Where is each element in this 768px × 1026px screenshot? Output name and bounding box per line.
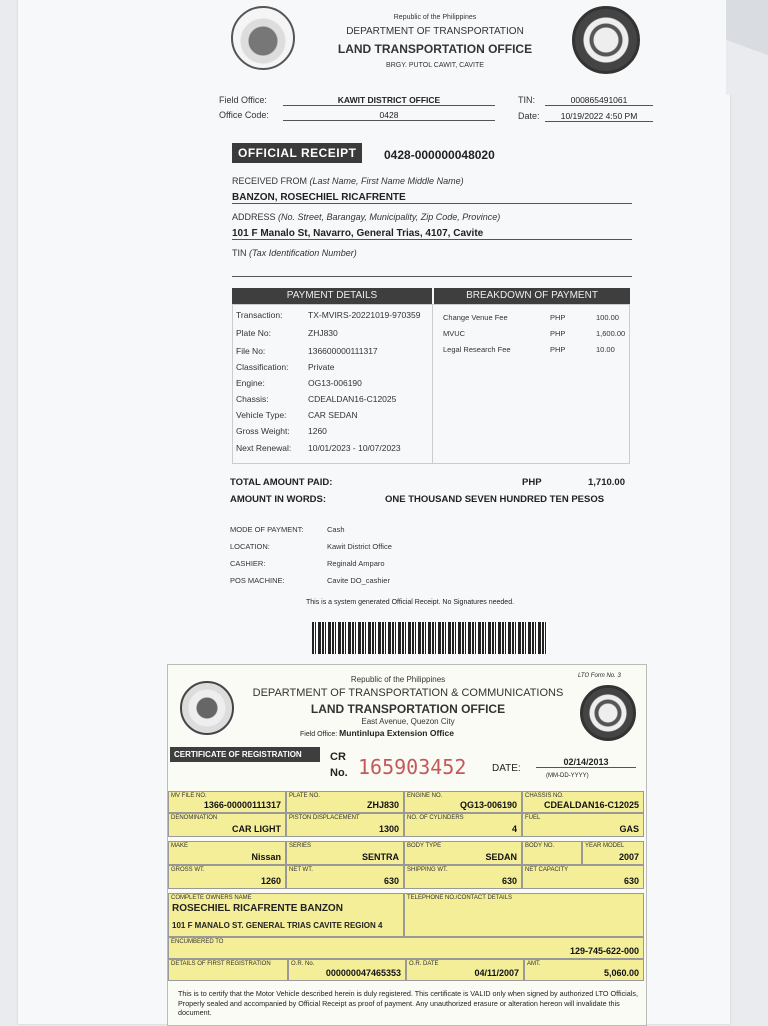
cert-field-label: MV FILE NO. xyxy=(171,793,207,799)
cert-field-label: O.R. DATE xyxy=(409,961,439,967)
total-currency: PHP xyxy=(522,477,542,488)
lto-seal-icon xyxy=(572,6,640,74)
cert-field-value: ZHJ830 xyxy=(366,800,399,810)
office-address: BRGY. PUTOL CAWIT, CAVITE xyxy=(386,62,484,69)
field-office-value: KAWIT DISTRICT OFFICE xyxy=(283,95,495,106)
cert-field-value: 129-745-622-000 xyxy=(569,946,639,956)
detail-value: OG13-006190 xyxy=(308,378,362,388)
cert-field-value: SEDAN xyxy=(485,852,517,862)
cert-field-value: 630 xyxy=(383,876,399,886)
cert-field-value: CDEALDAN16-C12025 xyxy=(543,800,639,810)
detail-label: Chassis: xyxy=(236,394,269,404)
cert-cell-fuel xyxy=(522,813,644,837)
cert-cell-piston xyxy=(286,813,404,837)
cert-field-value: 4 xyxy=(511,824,517,834)
cert-field-label: NET CAPACITY xyxy=(525,867,569,873)
breakdown-header: BREAKDOWN OF PAYMENT xyxy=(434,288,630,304)
payment-divider xyxy=(432,304,433,464)
address-label: ADDRESS (No. Street, Barangay, Municipality, Zip Code, Province) xyxy=(232,212,501,222)
payment-box xyxy=(232,304,630,464)
cert-field-label: PISTON DISPLACEMENT xyxy=(289,815,360,821)
cert-address: East Avenue, Quezon City xyxy=(361,717,455,726)
page-fold xyxy=(726,0,768,95)
office-code-value: 0428 xyxy=(283,110,495,121)
cert-field-value: 2007 xyxy=(618,852,639,862)
cert-cell-net xyxy=(286,865,404,889)
detail-label: Vehicle Type: xyxy=(236,410,287,420)
cert-date-label: DATE: xyxy=(492,763,521,774)
detail-label: Engine: xyxy=(236,378,265,388)
office-text: LAND TRANSPORTATION OFFICE xyxy=(337,42,533,56)
owner-address: 101 F MANALO ST. GENERAL TRIAS CAVITE REGION 4 xyxy=(172,921,383,930)
detail-label: Transaction: xyxy=(236,310,283,320)
cert-field-label: NET WT. xyxy=(289,867,313,873)
cert-cell-denom xyxy=(168,813,286,837)
cert-field-label: DENOMINATION xyxy=(171,815,218,821)
cert-field-label: SERIES xyxy=(289,843,312,849)
misc-label: MODE OF PAYMENT: xyxy=(230,525,304,534)
cert-field-label: COMPLETE OWNERS NAME xyxy=(171,895,252,901)
detail-label: Plate No: xyxy=(236,328,271,338)
cert-cell-mv_file xyxy=(168,791,286,813)
misc-value: Reginald Amparo xyxy=(327,559,385,568)
cert-cell-tel xyxy=(404,893,644,937)
breakdown-cur: PHP xyxy=(550,329,566,338)
misc-value: Cavite DO_cashier xyxy=(327,576,390,585)
date-label: Date: xyxy=(518,111,540,121)
total-amount: 1,710.00 xyxy=(588,477,625,488)
received-from-label: RECEIVED FROM (Last Name, First Name Middle Name) xyxy=(232,176,464,186)
detail-value: TX-MVIRS-20221019-970359 xyxy=(308,310,421,320)
tin2-line xyxy=(232,264,632,277)
barcode xyxy=(312,622,548,654)
cert-field-office: Field Office: Muntinlupa Extension Office xyxy=(300,728,454,738)
words-label: AMOUNT IN WORDS: xyxy=(230,494,327,505)
cert-cell-make xyxy=(168,841,286,865)
cert-field-label: SHIPPING WT. xyxy=(407,867,448,873)
cert-field-label: AMT. xyxy=(527,961,541,967)
cert-field-value: 630 xyxy=(623,876,639,886)
cert-field-value: 1366-00000111317 xyxy=(203,800,281,810)
breakdown-cur: PHP xyxy=(550,313,566,322)
cert-field-label: YEAR MODEL xyxy=(585,843,625,849)
cert-field-label: MAKE xyxy=(171,843,189,849)
cert-cell-chassis xyxy=(522,791,644,813)
detail-value: 136600000111317 xyxy=(308,346,378,356)
cert-field-label: GROSS WT. xyxy=(171,867,205,873)
cert-field-value: CAR LIGHT xyxy=(232,824,281,834)
cert-cell-encumbered xyxy=(168,937,644,959)
certificate-of-registration xyxy=(167,664,647,1026)
misc-label: POS MACHINE: xyxy=(230,576,285,585)
cert-cell-cyl xyxy=(404,813,522,837)
detail-label: File No: xyxy=(236,346,266,356)
cert-field-label: ENGINE NO. xyxy=(407,793,443,799)
cert-field-label: CHASSIS NO. xyxy=(525,793,564,799)
cr-number: 165903452 xyxy=(358,755,467,779)
cert-cell-plate xyxy=(286,791,404,813)
misc-label: CASHIER: xyxy=(230,559,266,568)
field-office-label: Field Office: xyxy=(219,95,267,105)
cert-title: CERTIFICATE OF REGISTRATION xyxy=(170,747,320,762)
detail-value: CAR SEDAN xyxy=(308,410,358,420)
cert-cell-gross xyxy=(168,865,286,889)
cert-cell-first_reg xyxy=(168,959,288,981)
cert-field-value: 5,060.00 xyxy=(603,968,639,978)
cert-republic: Republic of the Philippines xyxy=(350,675,446,684)
cert-cell-or_no xyxy=(288,959,406,981)
cert-cell-body_no xyxy=(522,841,582,865)
tin-label: TIN: xyxy=(518,95,535,105)
detail-label: Next Renewal: xyxy=(236,443,292,453)
office-code-label: Office Code: xyxy=(219,110,269,120)
cr-no-label: No. xyxy=(330,767,348,779)
cert-office: LAND TRANSPORTATION OFFICE xyxy=(310,702,506,716)
breakdown-amount: 100.00 xyxy=(596,313,619,322)
cert-field-label: O.R. No. xyxy=(291,961,315,967)
cr-label: CR xyxy=(330,751,346,763)
cert-cell-ship xyxy=(404,865,522,889)
cert-field-value: SENTRA xyxy=(361,852,399,862)
breakdown-amount: 1,600.00 xyxy=(596,329,626,338)
cert-field-value: 1300 xyxy=(378,824,399,834)
detail-value: ZHJ830 xyxy=(308,328,338,338)
cert-cell-owner xyxy=(168,893,404,937)
detail-value: 10/01/2023 - 10/07/2023 xyxy=(308,443,401,453)
amount-in-words: ONE THOUSAND SEVEN HUNDRED TEN PESOS xyxy=(385,494,605,505)
cert-field-label: ENCUMBERED TO xyxy=(171,939,224,945)
lto-cert-seal-icon xyxy=(580,685,636,741)
cert-cell-engine xyxy=(404,791,522,813)
dept-text: DEPARTMENT OF TRANSPORTATION xyxy=(346,26,524,37)
detail-label: Gross Weight: xyxy=(236,426,290,436)
breakdown-cur: PHP xyxy=(550,345,566,354)
detail-value: Private xyxy=(308,362,335,372)
republic-text: Republic of the Philippines xyxy=(393,14,477,21)
cert-cell-year xyxy=(582,841,644,865)
cert-date: 02/14/2013 xyxy=(536,757,636,768)
owner-name: ROSECHIEL RICAFRENTE BANZON xyxy=(172,903,343,914)
cert-cell-capacity xyxy=(522,865,644,889)
or-number: 0428-000000048020 xyxy=(384,148,495,162)
cert-field-value: QG13-006190 xyxy=(459,800,517,810)
received-from-value: BANZON, ROSECHIEL RICAFRENTE xyxy=(232,192,632,204)
cert-field-label: DETAILS OF FIRST REGISTRATION xyxy=(171,961,271,967)
detail-label: Classification: xyxy=(236,362,289,372)
certify-text: This is to certify that the Motor Vehicle described herein is duly registered. This certificate is VALID only when signed by authorized LTO Officials, Properly sealed and accompanied by Official Receipt as proof of payment. Any unauthorized erasure or alteration hereon will invalidate this document. xyxy=(178,989,638,1017)
breakdown-item: MVUC xyxy=(443,329,466,338)
cert-field-label: BODY TYPE xyxy=(407,843,442,849)
misc-value: Kawit District Office xyxy=(327,542,392,551)
official-receipt-title: OFFICIAL RECEIPT xyxy=(232,143,362,163)
cert-cell-body_type xyxy=(404,841,522,865)
payer-address: 101 F Manalo St, Navarro, General Trias, 4107, Cavite xyxy=(232,228,632,240)
payment-details-header: PAYMENT DETAILS xyxy=(232,288,432,304)
cert-field-label: BODY NO. xyxy=(525,843,555,849)
breakdown-item: Change Venue Fee xyxy=(443,313,508,322)
tin-value: 000865491061 xyxy=(545,95,653,106)
misc-label: LOCATION: xyxy=(230,542,270,551)
cert-field-value: 630 xyxy=(501,876,517,886)
breakdown-item: Legal Research Fee xyxy=(443,345,511,354)
cert-date-format: (MM-DD-YYYY) xyxy=(546,773,589,779)
cert-field-label: TELEPHONE NO./CONTACT DETAILS xyxy=(407,895,513,901)
cert-cell-or_date xyxy=(406,959,524,981)
cert-dept: DEPARTMENT OF TRANSPORTATION & COMMUNICATIONS xyxy=(252,687,564,699)
cert-field-value: Nissan xyxy=(251,852,281,862)
tin2-label: TIN (Tax Identification Number) xyxy=(232,248,357,258)
detail-value: CDEALDAN16-C12025 xyxy=(308,394,397,404)
detail-value: 1260 xyxy=(308,426,327,436)
date-value: 10/19/2022 4:50 PM xyxy=(545,111,653,122)
cert-field-value: 000000047465353 xyxy=(325,968,401,978)
cert-form-no: LTO Form No. 3 xyxy=(578,673,621,679)
cert-field-label: PLATE NO. xyxy=(289,793,320,799)
total-label: TOTAL AMOUNT PAID: xyxy=(230,477,333,488)
system-note: This is a system generated Official Receipt. No Signatures needed. xyxy=(306,599,515,606)
cert-cell-series xyxy=(286,841,404,865)
misc-value: Cash xyxy=(327,525,345,534)
cert-field-value: 04/11/2007 xyxy=(474,968,519,978)
cert-field-label: NO. OF CYLINDERS xyxy=(407,815,464,821)
cert-field-value: GAS xyxy=(619,824,639,834)
breakdown-amount: 10.00 xyxy=(596,345,615,354)
cert-field-value: 1260 xyxy=(260,876,281,886)
dotc-seal-icon xyxy=(180,681,234,735)
cert-field-label: FUEL xyxy=(525,815,541,821)
dotr-seal-icon xyxy=(231,6,295,70)
cert-cell-amt xyxy=(524,959,644,981)
